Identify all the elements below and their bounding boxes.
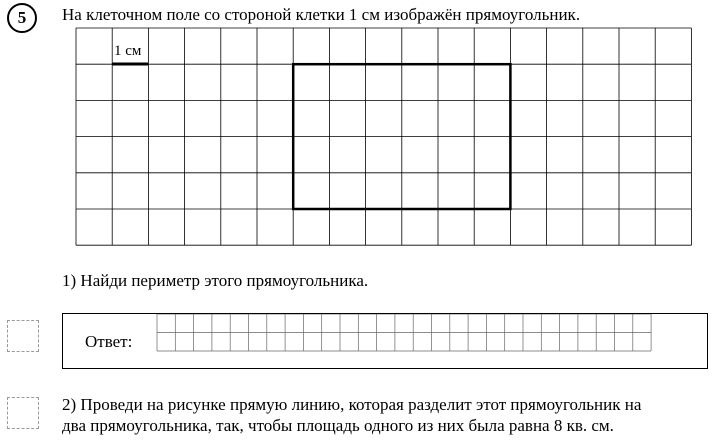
task-number-badge: 5	[7, 3, 37, 33]
grid-lines	[76, 28, 691, 245]
score-box-2	[7, 397, 39, 429]
question-2-text-line-1: 2) Проведи на рисунке прямую линию, которая разделит этот прямоугольник на	[62, 395, 642, 414]
score-box-1	[7, 320, 39, 352]
answer-label: Ответ:	[85, 332, 133, 351]
answer-box[interactable]	[62, 313, 708, 369]
question-1-text: 1) Найди периметр этого прямоугольника.	[62, 271, 369, 290]
unit-label: 1 см	[114, 43, 142, 59]
task-statement: На клеточном поле со стороной клетки 1 см изображён прямоугольник.	[62, 5, 581, 24]
question-2-text-line-2: два прямоугольника, так, чтобы площадь одного из них была равна 8 кв. см.	[62, 416, 614, 435]
